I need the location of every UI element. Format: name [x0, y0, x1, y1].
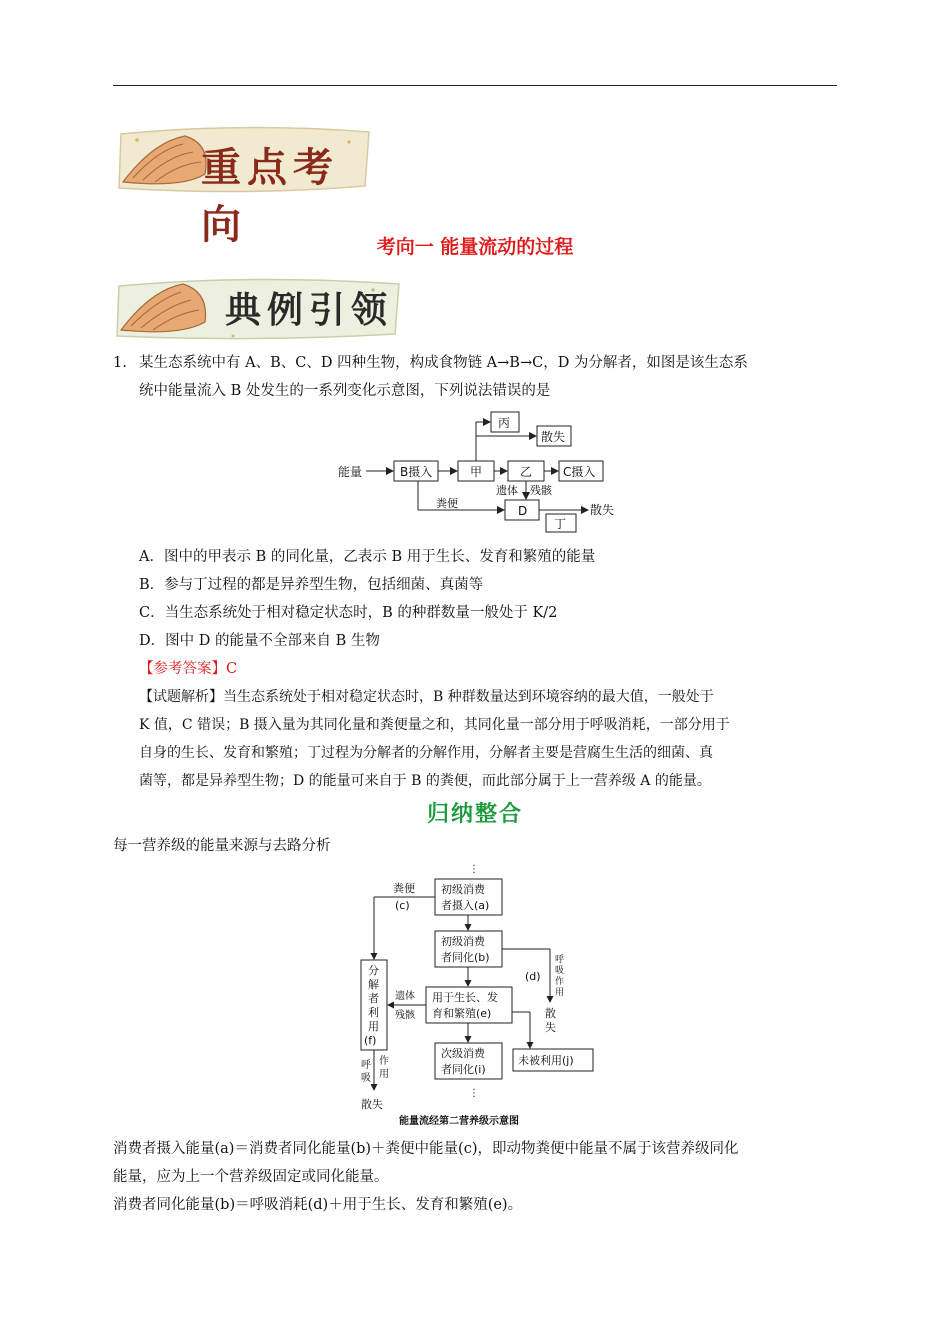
d2-box-f-1: 解 [368, 978, 379, 991]
energy-flow-diagram-b [330, 408, 630, 536]
d1-jia-label: 甲 [470, 465, 483, 479]
key-direction-title: 重点考向 [201, 145, 339, 248]
d2-feces-label: 粪便 [393, 882, 415, 895]
d1-feces-label: 粪便 [436, 497, 458, 510]
answer-label: 【参考答案】 [139, 661, 226, 677]
d1-remains-a: 遗体 [496, 484, 518, 497]
option-a: A．图中的甲表示 B 的同化量，乙表示 B 用于生长、发育和繁殖的能量 [139, 549, 596, 565]
analysis-line1: 【试题解析】当生态系统处于相对稳定状态时，B 种群数量达到环境容纳的最大值，一般处于 [139, 689, 714, 705]
analysis-line3: 自身的生长、发育和繁殖；丁过程为分解者的分解作用，分解者主要是营腐生生活的细菌、真 [139, 745, 713, 761]
top-rule [113, 85, 837, 86]
d2-box-f-4: 用 [368, 1020, 379, 1033]
d1-b-intake-label: B摄入 [400, 465, 433, 479]
d2-caption: 能量流经第二营养级示意图 [399, 1116, 519, 1127]
d2-remains-1: 遗体 [395, 991, 415, 1002]
d2-box-b-1: 初级消费 [441, 935, 485, 948]
d1-d-label: D [518, 504, 528, 518]
typical-example-title: 典例引领 [225, 290, 394, 331]
summary-intro: 每一营养级的能量来源与去路分析 [113, 838, 331, 854]
d2-feces-var: (c) [395, 899, 410, 912]
section-title: 考向一 能量流动的过程 [376, 236, 574, 258]
d1-yi-label: 乙 [520, 465, 533, 479]
svg-text:⋮: ⋮ [469, 1088, 479, 1099]
d2-resp-right-3: 用 [555, 988, 565, 998]
d2-resp-right-2: 作 [555, 977, 565, 987]
svg-text:⋮: ⋮ [469, 864, 479, 875]
d2-resp-right-0: 呼 [555, 955, 565, 965]
d1-dissipate-top-label: 散失 [541, 430, 566, 444]
d2-resp-left-2b: 用 [379, 1069, 389, 1080]
d1-remains-b: 残骸 [530, 484, 552, 497]
analysis-line2: K 值，C 错误；B 摄入量为其同化量和粪便量之和，其同化量一部分用于呼吸消耗，一部分用于 [139, 717, 730, 733]
answer-line [139, 655, 237, 683]
option-b: B．参与丁过程的都是异养型生物，包括细菌、真菌等 [139, 577, 484, 593]
d2-remains-2: 残骸 [395, 1010, 415, 1021]
key-direction-banner [113, 122, 375, 248]
d1-dissipate-bottom-label: 散失 [590, 503, 615, 517]
d2-box-e-2: 育和繁殖(e) [432, 1007, 492, 1020]
option-d: D．图中 D 的能量不全部来自 B 生物 [139, 633, 380, 649]
d2-dissipate-right-0: 散 [545, 1007, 556, 1020]
question-number: 1. [113, 355, 127, 371]
summary-para2: 消费者同化能量(b)＝呼吸消耗(d)＋用于生长、发育和繁殖(e)。 [113, 1197, 523, 1213]
question-stem-line2: 统中能量流入 B 处发生的一系列变化示意图，下列说法错误的是 [139, 383, 551, 399]
d1-c-intake-label: C摄入 [563, 465, 596, 479]
d2-box-f-0: 分 [368, 964, 379, 977]
d2-box-f-2: 者 [368, 992, 379, 1005]
d2-dissipate-left: 散失 [361, 1098, 383, 1111]
summary-para1-line2: 能量，应为上一个营养级固定或同化能量。 [113, 1169, 389, 1185]
d2-resp-left-2a: 作 [379, 1056, 389, 1067]
question-stem-line1: 某生态系统中有 A、B、C、D 四种生物，构成食物链 A→B→C，D 为分解者，如图是该生态系 [139, 355, 748, 371]
d2-box-i-1: 次级消费 [441, 1047, 485, 1060]
d2-box-e-1: 用于生长、发 [432, 991, 498, 1004]
d2-resp-left-1b: 吸 [361, 1073, 371, 1084]
typical-example-banner [113, 272, 403, 342]
d2-box-j-label: 未被利用(j) [518, 1054, 574, 1067]
d2-resp-left-1a: 呼 [361, 1060, 371, 1071]
summary-para1-line1: 消费者摄入能量(a)＝消费者同化能量(b)＋粪便中能量(c)，即动物粪便中能量不属于该营养级同化 [113, 1141, 739, 1157]
analysis-line4: 菌等，都是异养型生物；D 的能量可来自于 B 的粪便，而此部分属于上一营养级 A 的能量。 [139, 773, 711, 789]
d2-box-i-2: 者同化(i) [441, 1063, 486, 1076]
d2-dissipate-right-1: 失 [545, 1021, 556, 1034]
second-trophic-level-diagram [355, 862, 605, 1130]
d1-ding-label: 丁 [554, 517, 567, 531]
d2-box-f-3: 利 [368, 1006, 379, 1019]
d2-box-a-1: 初级消费 [441, 883, 485, 896]
d2-d-var: (d) [525, 970, 541, 983]
d2-resp-right-1: 吸 [555, 966, 565, 976]
summary-heading: 归纳整合 [426, 802, 523, 827]
d1-energy-label: 能量 [338, 465, 363, 479]
option-c: C．当生态系统处于相对稳定状态时，B 的种群数量一般处于 K/2 [139, 605, 558, 621]
d2-box-f-5: (f) [364, 1034, 377, 1047]
d2-box-b-2: 者同化(b) [441, 951, 490, 964]
d2-box-a-2: 者摄入(a) [441, 899, 490, 912]
d1-bing-label: 丙 [498, 416, 511, 430]
answer-value: C [226, 661, 238, 677]
